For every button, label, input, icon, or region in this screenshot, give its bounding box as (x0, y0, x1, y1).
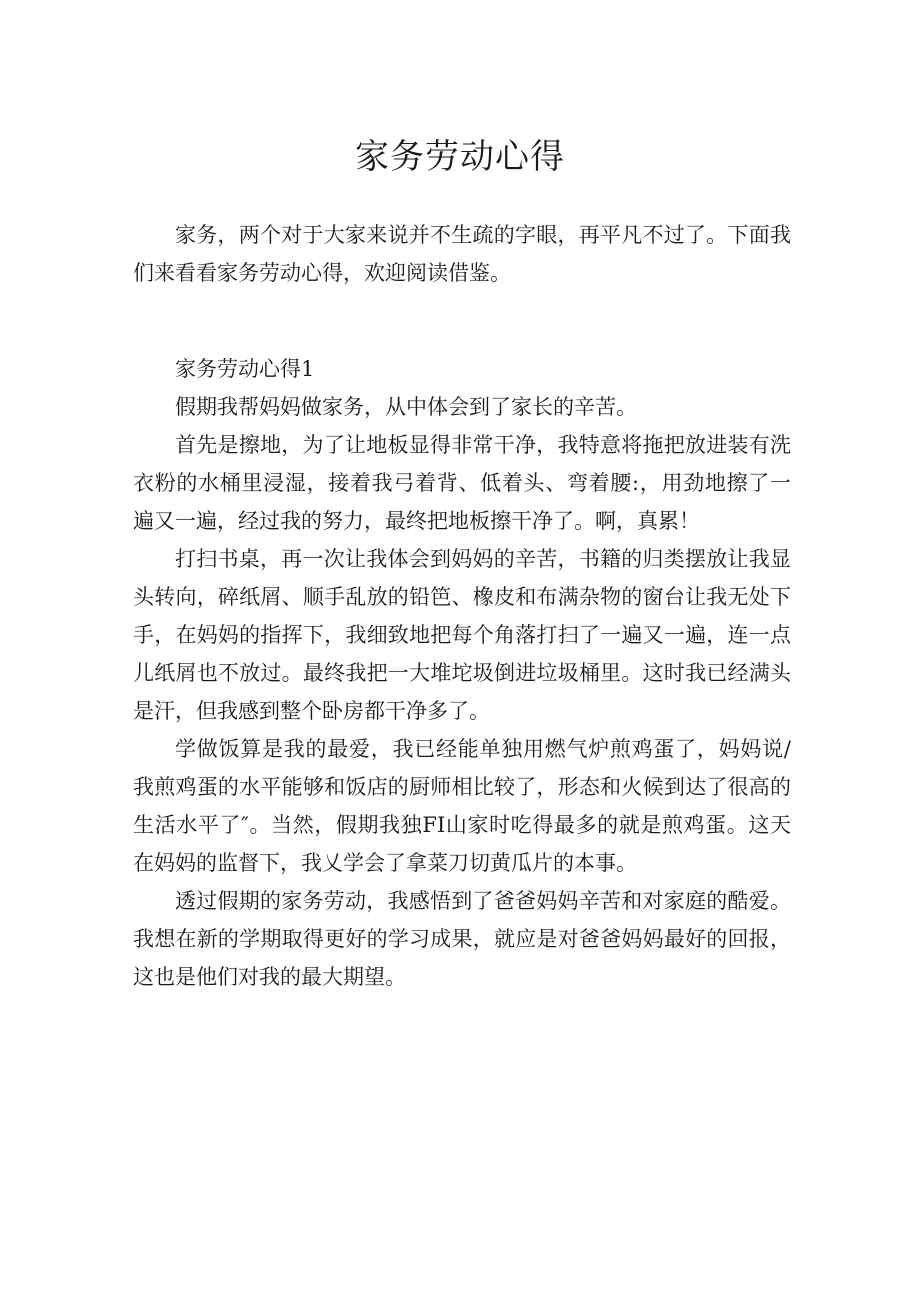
section-heading: 家务劳动心得1 (175, 357, 315, 381)
document-body (133, 216, 791, 996)
paragraph-5: 透过假期的家务劳动，我感悟到了爸爸妈妈辛苦和对家庭的酷爱。我想在新的学期取得更好的学习成果，就应是对爸爸妈妈最好的回报，这也是他们对我的最大期望。 (133, 889, 791, 989)
paragraph-1: 假期我帮妈妈做家务，从中体会到了家长的辛苦。 (175, 395, 637, 419)
paragraph-2: 首先是擦地，为了让地板显得非常干净，我特意将拖把放进装有洗衣粉的水桶里浸湿，接着我弓着背、低着头、弯着腰:，用劲地擦了一遍又一遍，经过我的努力，最终把地板擦干净了。啊，真累！ (133, 433, 791, 533)
document-title: 家务劳动心得 (355, 137, 565, 177)
paragraph-4: 学做饭算是我的最爱，我已经能单独用燃气炉煎鸡蛋了，妈妈说/我煎鸡蛋的水平能够和饭店的厨师相比较了，形态和火候到达了很高的生活水平了″。当然，假期我独FI山家时吃得最多的就是煎鸡蛋。这天在妈妈的监督下，我乂学会了拿菜刀切黄瓜片的本事。 (133, 737, 791, 875)
paragraph-3: 打扫书桌，再一次让我体会到妈妈的辛苦，书籍的归类摆放让我显头转向，碎纸屑、顺手乱放的铅笆、橡皮和布满杂物的窗台让我无处下手，在妈妈的指挥下，我细致地把每个角落打扫了一遍又一遍，连一点儿纸屑也不放过。最终我把一大堆坨圾倒进垃圾桶里。这时我已经满头是汗，但我感到整个卧房都干净多了。 (133, 547, 791, 723)
intro-paragraph: 家务，两个对于大家来说并不生疏的字眼，再平凡不过了。下面我们来看看家务劳动心得，欢迎阅读借鉴。 (133, 223, 791, 285)
